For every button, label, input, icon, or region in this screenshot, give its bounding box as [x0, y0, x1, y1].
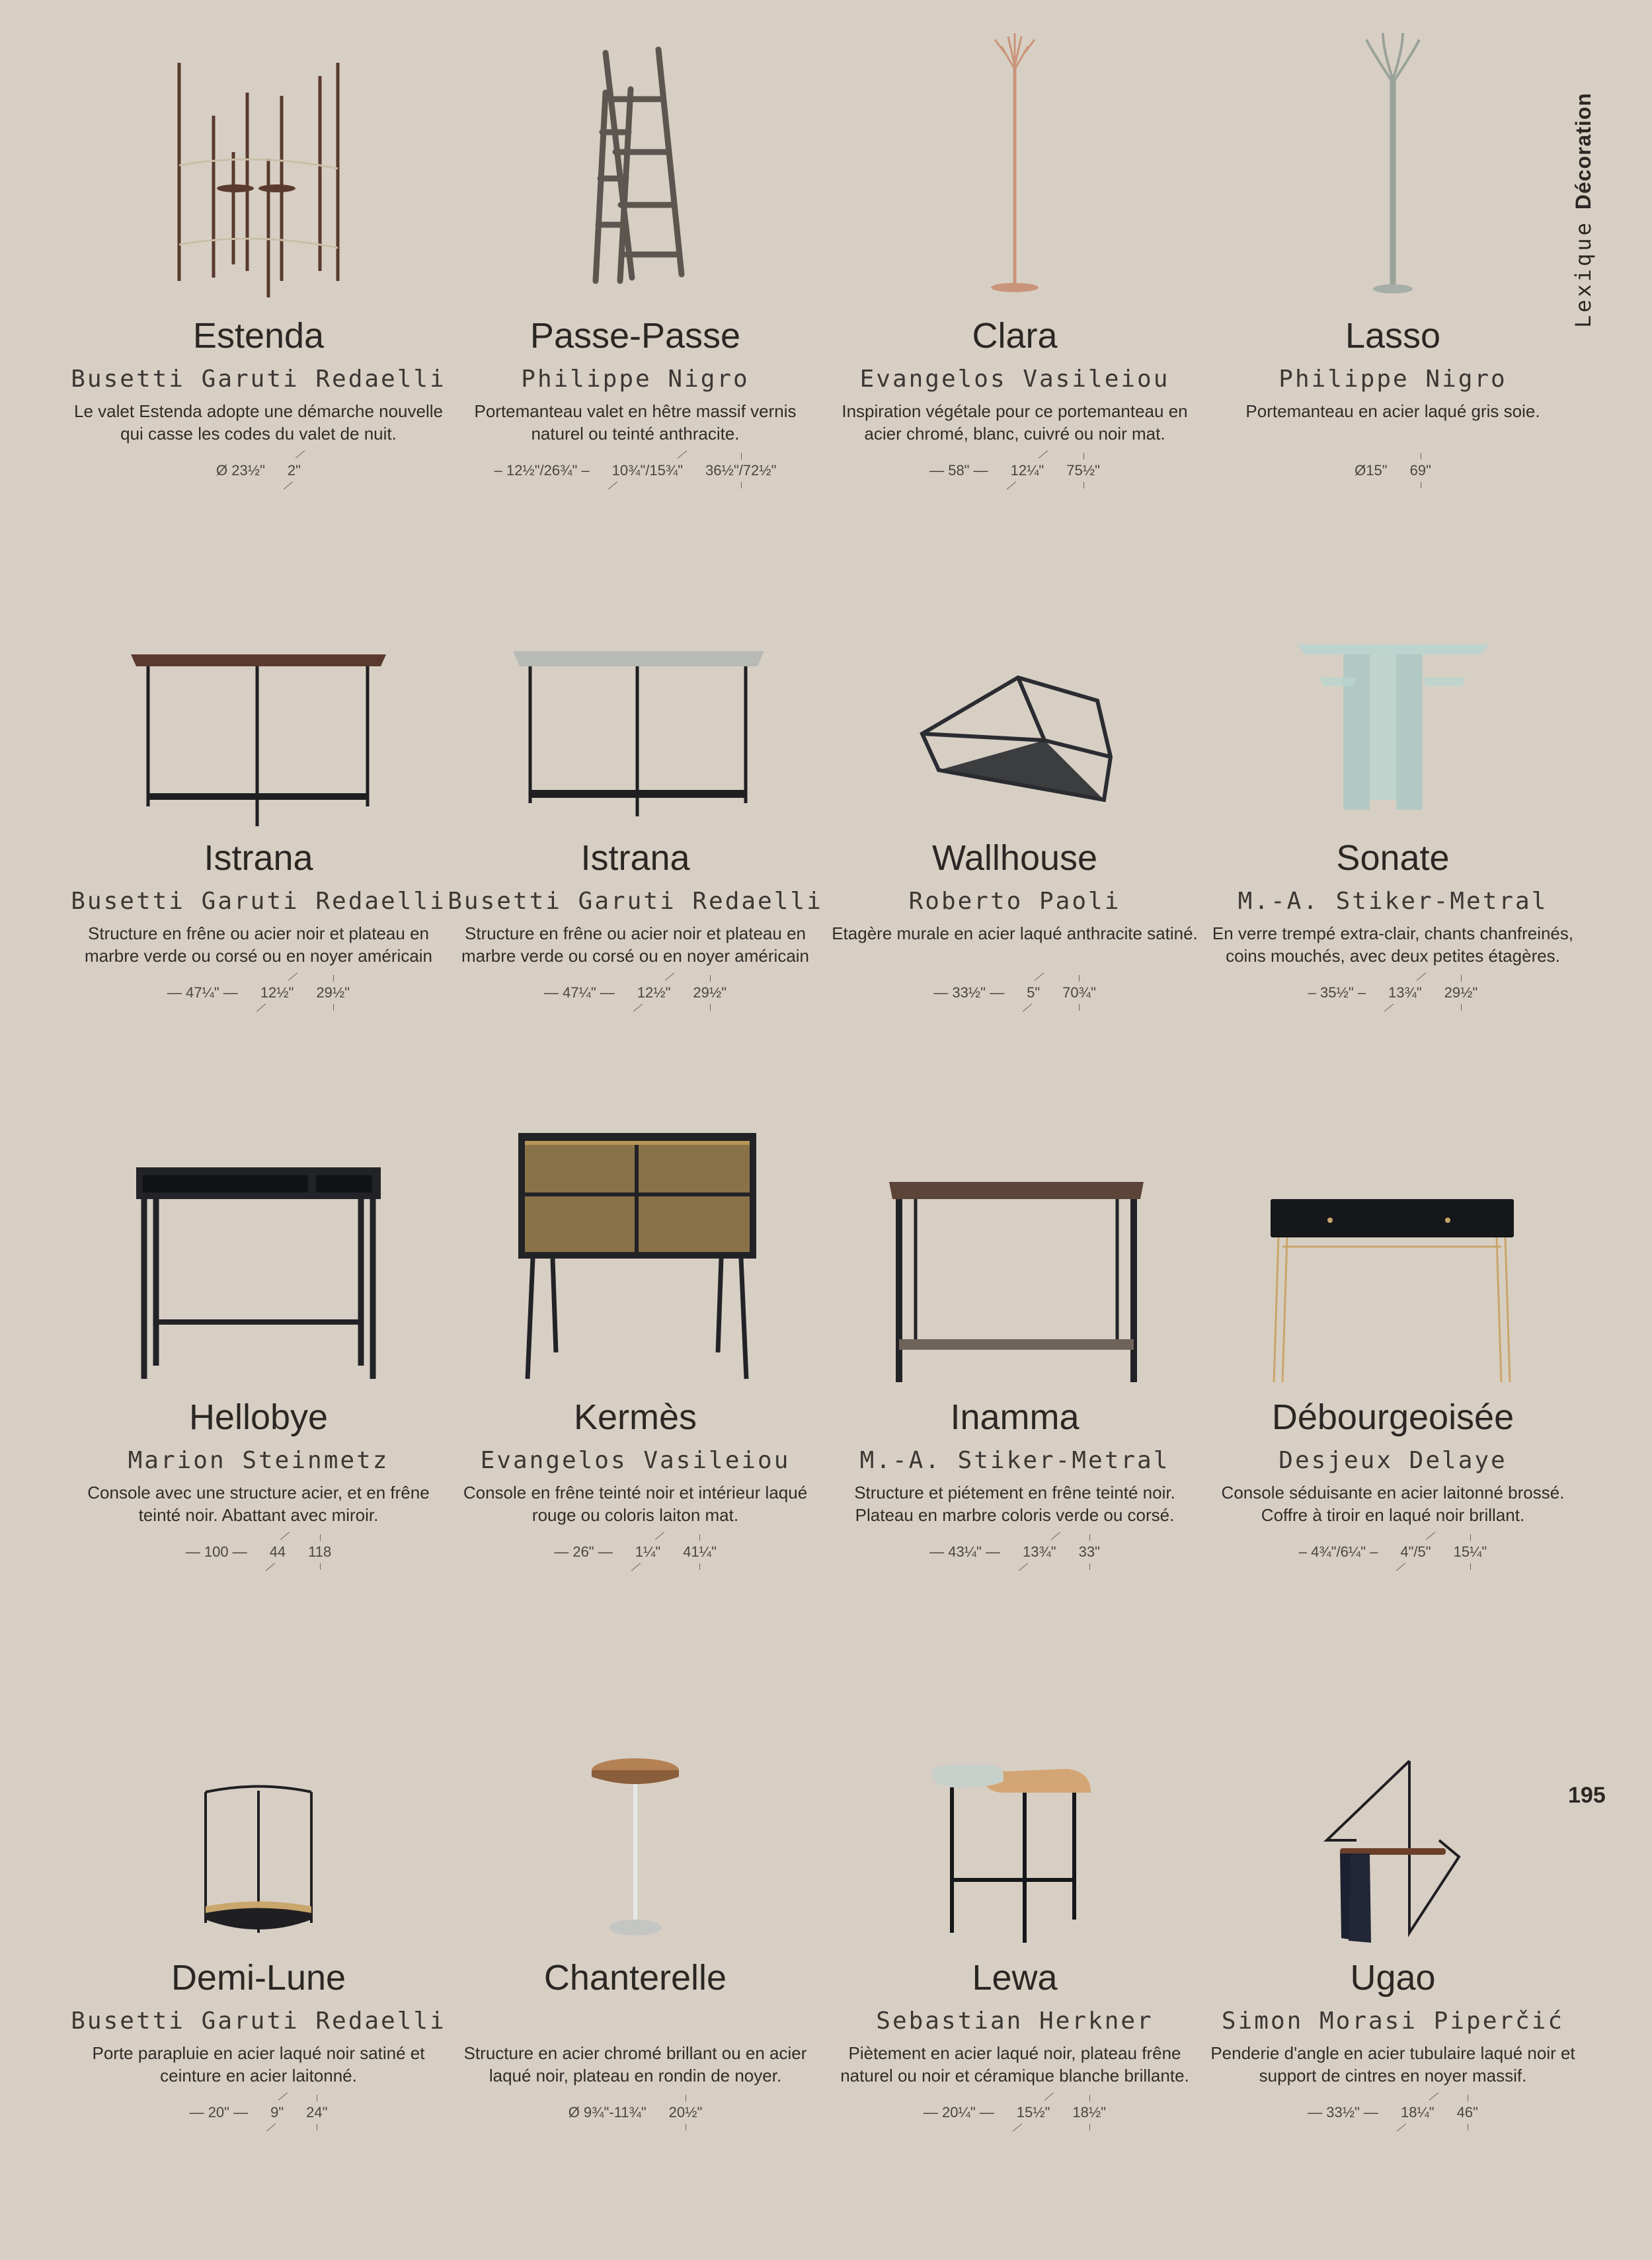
product-image: [1204, 0, 1581, 311]
dimension-height: 75½": [1066, 462, 1100, 479]
dimension-height: 41¼": [683, 1543, 717, 1560]
shelf-illustration: [826, 522, 1203, 833]
product-description: Etagère murale en acier laqué anthracite satiné.: [832, 923, 1198, 943]
product-description: Piètement en acier laqué noir, plateau frêne naturel ou noir et céramique blanche brillante.: [840, 2043, 1189, 2085]
product-designer: Simon Morasi Piperčić: [1221, 2007, 1565, 2035]
product-name: Istrana: [204, 838, 313, 878]
product-description: Penderie d'angle en acier tubulaire laqué noir et support de cintres en noyer massif.: [1210, 2043, 1575, 2085]
dimension-depth: 12¼": [1010, 462, 1044, 479]
dimension-height: 118: [308, 1543, 332, 1560]
product-image: [447, 1642, 824, 1953]
dimension-height: 69": [1409, 462, 1431, 479]
product-designer: Busetti Garuti Redaelli: [71, 888, 446, 915]
dimension-height: 29½": [316, 984, 350, 1001]
product-name: Clara: [972, 316, 1058, 356]
product-description: Le valet Estenda adopte une démarche nouvelle qui casse les codes du valet de nuit.: [74, 401, 443, 444]
coat-stand-illustration: [1204, 0, 1581, 311]
product-dimensions: [447, 2099, 824, 2126]
product-name: Lewa: [972, 1958, 1058, 1998]
glass-console-illustration: [1204, 522, 1581, 833]
product-description: Structure en frêne ou acier noir et plateau en marbre verde ou corsé ou en noyer américain: [461, 923, 810, 966]
product-designer: Marion Steinmetz: [128, 1447, 389, 1474]
dimension-width: — 26" —: [554, 1543, 613, 1560]
product-name: Inamma: [950, 1397, 1080, 1437]
product-designer: M.-A. Stiker-Metral: [1238, 888, 1548, 915]
dimension-depth: 4"/5": [1400, 1543, 1431, 1560]
product-image: [447, 0, 824, 311]
product-name: Estenda: [192, 316, 325, 356]
product-image: [1204, 1642, 1581, 1953]
product-name: Chanterelle: [543, 1958, 727, 1998]
dimension-width: — 43¼" —: [929, 1543, 1000, 1560]
dimension-height: 46": [1456, 2104, 1478, 2121]
console-illustration: [70, 522, 447, 833]
product-designer: Roberto Paoli: [908, 888, 1121, 915]
product-designer: Busetti Garuti Redaelli: [71, 366, 446, 393]
product-image: [70, 1642, 447, 1953]
dimension-width: — 33½" —: [1308, 2104, 1378, 2121]
product-description: Structure en frêne ou acier noir et plateau en marbre verde ou corsé ou en noyer américain: [84, 923, 433, 966]
product-designer: Sebastian Herkner: [876, 2007, 1154, 2035]
dimension-diameter: Ø 9¾"-11¾": [568, 2104, 647, 2121]
product-name: Lasso: [1345, 316, 1441, 356]
dimension-depth: 10¾"/15¾": [611, 462, 684, 479]
product-name: Sonate: [1336, 838, 1450, 878]
dimension-depth: 12½": [260, 984, 294, 1001]
dimension-width: — 47¼" —: [543, 984, 615, 1001]
dimension-depth: 1¼": [635, 1543, 661, 1560]
product-dimensions: [70, 2099, 447, 2126]
product-description: Structure en acier chromé brillant ou en acier laqué noir, plateau en rondin de noyer.: [463, 2043, 807, 2085]
console-illustration: [1204, 1081, 1581, 1392]
product-image: [826, 522, 1203, 833]
product-image: [70, 1081, 447, 1392]
product-description: Portemanteau en acier laqué gris soie.: [1245, 401, 1540, 421]
product-description: Inspiration végétale pour ce portemanteau en acier chromé, blanc, cuivré ou noir mat.: [842, 401, 1188, 444]
valet-illustration: [70, 0, 447, 311]
product-name: Wallhouse: [931, 838, 1098, 878]
dimension-height: 24": [306, 2104, 328, 2121]
product-dimensions: [826, 980, 1203, 1006]
product-dimensions: [447, 457, 824, 484]
product-name: Kermès: [573, 1397, 697, 1437]
product-image: [826, 1642, 1203, 1953]
dimension-height: 15¼": [1453, 1543, 1487, 1560]
dimension-depth: 12½": [637, 984, 671, 1001]
dimension-depth: 2": [287, 462, 301, 479]
dimension-height: 20½": [668, 2104, 703, 2121]
dimension-width: — 20" —: [189, 2104, 249, 2121]
product-description: Structure et piétement en frêne teinté noir. Plateau en marbre coloris verde ou corsé.: [854, 1483, 1175, 1525]
dimension-height: 18½": [1072, 2104, 1107, 2121]
product-description: Console avec une structure acier, et en frêne teinté noir. Abattant avec miroir.: [87, 1483, 430, 1525]
product-description: Console en frêne teinté noir et intérieur laqué rouge ou coloris laiton mat.: [463, 1483, 808, 1525]
console-illustration: [826, 1081, 1203, 1392]
dimension-depth: 15½": [1016, 2104, 1050, 2121]
side-table-illustration: [447, 1642, 824, 1953]
product-designer: Busetti Garuti Redaelli: [448, 888, 823, 915]
dimension-width: – 12½"/26¾" –: [494, 462, 590, 479]
product-dimensions: [70, 457, 447, 484]
product-name: Passe-Passe: [530, 316, 741, 356]
product-dimensions: [1204, 457, 1581, 484]
dimension-width: — 47¼" —: [167, 984, 238, 1001]
dimension-width: — 20¼" —: [923, 2104, 994, 2121]
product-designer: Desjeux Delaye: [1278, 1447, 1507, 1474]
product-image: [826, 1081, 1203, 1392]
side-table-illustration: [826, 1642, 1203, 1953]
dimension-height: 70¾": [1062, 984, 1096, 1001]
product-image: [447, 1081, 824, 1392]
umbrella-stand-illustration: [70, 1642, 447, 1953]
product-name: Débourgeoisée: [1271, 1397, 1514, 1437]
ladder-illustration: [447, 0, 824, 311]
sidebar-lexique: Lexique: [1571, 220, 1596, 328]
dimension-width: — 58" —: [929, 462, 988, 479]
product-dimensions: [70, 980, 447, 1006]
dimension-depth: 9": [270, 2104, 284, 2121]
product-dimensions: [70, 1539, 447, 1565]
dimension-depth: 13¾": [1022, 1543, 1056, 1560]
product-designer: Busetti Garuti Redaelli: [71, 2007, 446, 2035]
dimension-width: – 4¾"/6¼" –: [1298, 1543, 1378, 1560]
product-designer: Evangelos Vasileiou: [480, 1447, 791, 1474]
valet-illustration: [1204, 1642, 1581, 1953]
product-dimensions: [1204, 2099, 1581, 2126]
product-description: Console séduisante en acier laitonné brossé. Coffre à tiroir en laqué noir brillant.: [1221, 1483, 1565, 1525]
product-image: [1204, 522, 1581, 833]
product-dimensions: [447, 980, 824, 1006]
page-number: 195: [1568, 1783, 1606, 1808]
product-dimensions: [826, 1539, 1203, 1565]
product-description: En verre trempé extra-clair, chants chanfreinés, coins mouchés, avec deux petites étagères.: [1212, 923, 1574, 966]
dimension-width: – 35½" –: [1308, 984, 1366, 1001]
product-image: [70, 0, 447, 311]
product-dimensions: [447, 1539, 824, 1565]
product-designer: Evangelos Vasileiou: [859, 366, 1170, 393]
dimension-depth: 5": [1027, 984, 1041, 1001]
console-illustration: [447, 522, 824, 833]
dimension-height: 29½": [693, 984, 727, 1001]
sidebar-decoration: Décoration: [1571, 93, 1595, 210]
product-designer: M.-A. Stiker-Metral: [859, 1447, 1170, 1474]
product-image: [826, 0, 1203, 311]
product-name: Istrana: [580, 838, 690, 878]
cabinet-illustration: [447, 1081, 824, 1392]
product-dimensions: [826, 457, 1203, 484]
product-designer: Philippe Nigro: [521, 366, 750, 393]
product-description: Portemanteau valet en hêtre massif vernis naturel ou teinté anthracite.: [474, 401, 797, 444]
product-image: [70, 522, 447, 833]
desk-illustration: [70, 1081, 447, 1392]
product-name: Ugao: [1350, 1958, 1436, 1998]
dimension-width: — 100 —: [185, 1543, 247, 1560]
product-name: Demi-Lune: [171, 1958, 346, 1998]
dimension-height: 29½": [1444, 984, 1478, 1001]
dimension-height: 33": [1078, 1543, 1100, 1560]
dimension-height: 36½"/72½": [705, 462, 777, 479]
product-dimensions: [1204, 1539, 1581, 1565]
product-dimensions: [1204, 980, 1581, 1006]
dimension-width: Ø 23½": [216, 462, 265, 479]
product-designer: Philippe Nigro: [1278, 366, 1507, 393]
coat-stand-illustration: [826, 0, 1203, 311]
product-dimensions: [826, 2099, 1203, 2126]
product-image: [1204, 1081, 1581, 1392]
dimension-depth: 18¼": [1400, 2104, 1435, 2121]
product-name: Hellobye: [188, 1397, 329, 1437]
dimension-width: — 33½" —: [933, 984, 1005, 1001]
product-description: Porte parapluie en acier laqué noir satiné et ceinture en acier laitonné.: [92, 2043, 425, 2085]
product-image: [447, 522, 824, 833]
dimension-depth: 13¾": [1388, 984, 1422, 1001]
dimension-depth: 44: [269, 1543, 286, 1560]
dimension-width: Ø15": [1355, 462, 1388, 479]
